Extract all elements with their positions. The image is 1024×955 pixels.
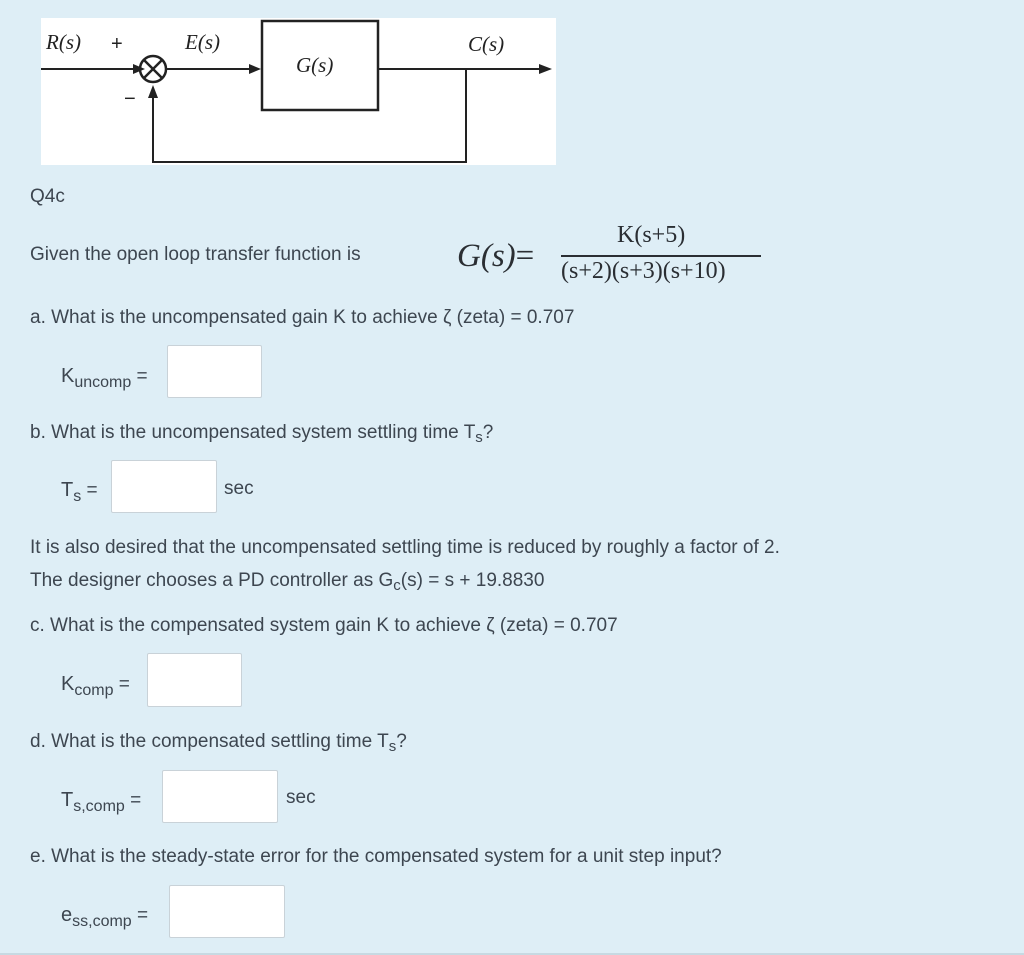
ess-comp-label: $e_{ss,comp}$ =: [61, 904, 149, 930]
transfer-function: [457, 222, 767, 290]
k-comp-input[interactable]: [147, 653, 242, 707]
feedback-arrowhead: [148, 85, 158, 98]
k-uncomp-label: $K_{uncomp}$ =: [61, 365, 148, 391]
ts-input[interactable]: [111, 460, 217, 513]
ts-comp-input[interactable]: [162, 770, 278, 823]
ess-comp-input[interactable]: [169, 885, 285, 938]
ts-comp-unit: sec: [286, 787, 316, 808]
ts-unit: sec: [224, 478, 254, 499]
part-c-question: c. What is the compensated system gain K to achieve ζ (zeta) = 0.707: [30, 615, 618, 636]
e-label: E(s): [185, 30, 220, 54]
error-arrowhead: [249, 64, 261, 74]
ts-comp-label: $T_{s,comp}$ =: [61, 789, 142, 815]
intro-text: Given the open loop transfer function is: [30, 244, 361, 265]
design-text-line-2: The designer chooses a PD controller as $G_c(s) = s + 19.8830$: [30, 570, 545, 594]
ts-label: $T_s$ =: [61, 479, 98, 505]
r-label: R(s): [46, 30, 81, 54]
output-arrowhead: [539, 64, 552, 74]
g-label: G(s): [296, 53, 334, 77]
k-comp-label: $K_{comp}$ =: [61, 673, 130, 699]
part-d-question: d. What is the compensated settling time $T_s$?: [30, 731, 407, 755]
block-diagram: [41, 18, 556, 165]
part-e-question: e. What is the steady-state error for the compensated system for a unit step input?: [30, 846, 722, 867]
tf-lhs: G(s)=: [457, 238, 535, 274]
minus-sign: −: [124, 88, 136, 110]
tf-numerator: K(s+5): [617, 222, 686, 248]
c-label: C(s): [468, 32, 505, 56]
question-id: Q4c: [30, 186, 65, 207]
part-b-question: b. What is the uncompensated system settling time $T_s$?: [30, 422, 494, 446]
plus-sign: +: [111, 33, 123, 55]
part-a-question: a. What is the uncompensated gain K to achieve ζ (zeta) = 0.707: [30, 307, 575, 328]
tf-denominator: (s+2)(s+3)(s+10): [561, 258, 726, 284]
tf-fraction-bar: [561, 255, 761, 257]
design-text-line-1: It is also desired that the uncompensated settling time is reduced by roughly a factor of 2.: [30, 537, 780, 558]
k-uncomp-input[interactable]: [167, 345, 262, 398]
